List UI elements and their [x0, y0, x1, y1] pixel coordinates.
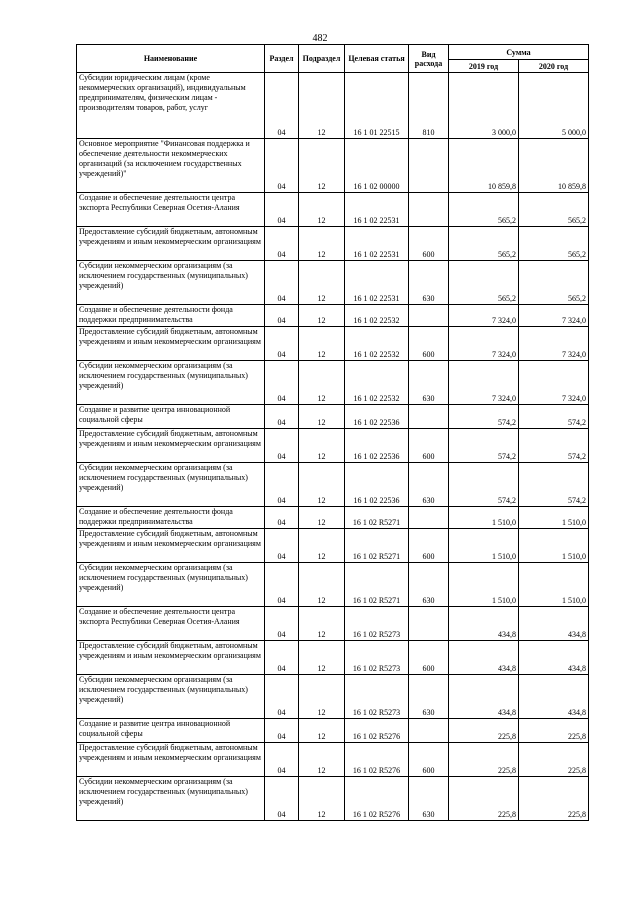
cell-y2019: 7 324,0	[449, 327, 519, 361]
header-2020: 2020 год	[519, 60, 589, 73]
cell-name: Субсидии некоммерческим организациям (за исключением государственных (муниципальных) учреждений)	[77, 563, 265, 607]
table-row	[77, 261, 589, 305]
cell-type: 630	[409, 361, 449, 405]
table-row	[77, 743, 589, 777]
cell-y2019: 565,2	[449, 227, 519, 261]
cell-y2019: 225,8	[449, 719, 519, 743]
cell-target: 16 1 02 22531	[345, 193, 409, 227]
cell-name: Создание и обеспечение деятельности фонда поддержки предпринимательства	[77, 507, 265, 529]
cell-section: 04	[265, 719, 299, 743]
cell-target: 16 1 02 R5273	[345, 607, 409, 641]
table-row	[77, 529, 589, 563]
table-row	[77, 675, 589, 719]
cell-y2020: 1 510,0	[519, 507, 589, 529]
table-row	[77, 139, 589, 193]
cell-subsection: 12	[299, 193, 345, 227]
page-number: 482	[312, 33, 328, 44]
cell-name: Создание и развитие центра инновационной социальной сферы	[77, 719, 265, 743]
cell-name: Предоставление субсидий бюджетным, автономным учреждениям и иным некоммерческим организациям	[77, 641, 265, 675]
cell-y2020: 7 324,0	[519, 305, 589, 327]
cell-target: 16 1 02 22536	[345, 429, 409, 463]
cell-y2020: 574,2	[519, 463, 589, 507]
cell-target: 16 1 02 22532	[345, 361, 409, 405]
cell-type	[409, 607, 449, 641]
cell-y2019: 3 000,0	[449, 73, 519, 139]
cell-y2020: 5 000,0	[519, 73, 589, 139]
cell-y2019: 1 510,0	[449, 529, 519, 563]
cell-y2019: 574,2	[449, 429, 519, 463]
cell-type: 600	[409, 327, 449, 361]
cell-name: Создание и обеспечение деятельности центра экспорта Республики Северная Осетия-Алания	[77, 193, 265, 227]
cell-subsection: 12	[299, 305, 345, 327]
cell-target: 16 1 02 R5276	[345, 719, 409, 743]
cell-target: 16 1 02 22531	[345, 261, 409, 305]
cell-subsection: 12	[299, 675, 345, 719]
cell-subsection: 12	[299, 429, 345, 463]
cell-y2019: 225,8	[449, 743, 519, 777]
header-2019: 2019 год	[449, 60, 519, 73]
cell-target: 16 1 02 22532	[345, 305, 409, 327]
header-subsection: Подраздел	[299, 45, 345, 73]
table-row	[77, 563, 589, 607]
cell-subsection: 12	[299, 529, 345, 563]
cell-y2020: 225,8	[519, 719, 589, 743]
header-row	[77, 45, 589, 60]
cell-subsection: 12	[299, 139, 345, 193]
cell-name: Предоставление субсидий бюджетным, автономным учреждениям и иным некоммерческим организациям	[77, 327, 265, 361]
cell-name: Предоставление субсидий бюджетным, автономным учреждениям и иным некоммерческим организациям	[77, 529, 265, 563]
cell-section: 04	[265, 305, 299, 327]
cell-name: Создание и развитие центра инновационной социальной сферы	[77, 405, 265, 429]
cell-type: 600	[409, 429, 449, 463]
cell-y2019: 565,2	[449, 193, 519, 227]
cell-section: 04	[265, 361, 299, 405]
cell-type: 810	[409, 73, 449, 139]
cell-subsection: 12	[299, 361, 345, 405]
table-row	[77, 361, 589, 405]
cell-name: Субсидии некоммерческим организациям (за исключением государственных (муниципальных) учреждений)	[77, 463, 265, 507]
cell-section: 04	[265, 507, 299, 529]
header-name: Наименование	[77, 45, 265, 73]
cell-section: 04	[265, 743, 299, 777]
cell-y2019: 225,8	[449, 777, 519, 821]
cell-subsection: 12	[299, 463, 345, 507]
cell-target: 16 1 02 R5271	[345, 529, 409, 563]
cell-section: 04	[265, 641, 299, 675]
cell-y2020: 434,8	[519, 641, 589, 675]
cell-subsection: 12	[299, 743, 345, 777]
cell-subsection: 12	[299, 507, 345, 529]
cell-target: 16 1 02 R5271	[345, 507, 409, 529]
cell-section: 04	[265, 227, 299, 261]
table-row	[77, 227, 589, 261]
table-row	[77, 777, 589, 821]
table-row	[77, 327, 589, 361]
cell-target: 16 1 02 22531	[345, 227, 409, 261]
cell-y2019: 7 324,0	[449, 305, 519, 327]
header-type: Вид расхода	[409, 45, 449, 73]
cell-section: 04	[265, 463, 299, 507]
cell-name: Предоставление субсидий бюджетным, автономным учреждениям и иным некоммерческим организациям	[77, 429, 265, 463]
cell-type: 630	[409, 777, 449, 821]
cell-y2019: 1 510,0	[449, 563, 519, 607]
header-sum: Сумма	[449, 45, 589, 60]
cell-type	[409, 305, 449, 327]
cell-name: Предоставление субсидий бюджетным, автономным учреждениям и иным некоммерческим организациям	[77, 227, 265, 261]
cell-y2020: 574,2	[519, 405, 589, 429]
cell-y2020: 7 324,0	[519, 327, 589, 361]
cell-subsection: 12	[299, 641, 345, 675]
table-row	[77, 507, 589, 529]
table-row	[77, 607, 589, 641]
cell-target: 16 1 02 R5273	[345, 675, 409, 719]
cell-type: 630	[409, 261, 449, 305]
budget-table	[76, 44, 589, 821]
cell-type	[409, 193, 449, 227]
cell-y2020: 574,2	[519, 429, 589, 463]
cell-y2019: 434,8	[449, 607, 519, 641]
cell-type: 600	[409, 529, 449, 563]
cell-y2020: 565,2	[519, 227, 589, 261]
cell-target: 16 1 02 00000	[345, 139, 409, 193]
cell-name: Субсидии некоммерческим организациям (за исключением государственных (муниципальных) учреждений)	[77, 777, 265, 821]
cell-type: 630	[409, 563, 449, 607]
cell-y2020: 1 510,0	[519, 563, 589, 607]
cell-type: 600	[409, 227, 449, 261]
cell-type	[409, 405, 449, 429]
table-row	[77, 193, 589, 227]
cell-section: 04	[265, 607, 299, 641]
cell-subsection: 12	[299, 227, 345, 261]
cell-y2020: 434,8	[519, 675, 589, 719]
cell-target: 16 1 02 22536	[345, 405, 409, 429]
cell-type: 630	[409, 675, 449, 719]
cell-y2019: 434,8	[449, 641, 519, 675]
table-row	[77, 719, 589, 743]
cell-type	[409, 139, 449, 193]
cell-y2020: 1 510,0	[519, 529, 589, 563]
cell-y2020: 565,2	[519, 193, 589, 227]
cell-type	[409, 507, 449, 529]
cell-y2020: 225,8	[519, 743, 589, 777]
cell-target: 16 1 02 22532	[345, 327, 409, 361]
cell-name: Создание и обеспечение деятельности фонда поддержки предпринимательства	[77, 305, 265, 327]
cell-name: Субсидии некоммерческим организациям (за исключением государственных (муниципальных) учреждений)	[77, 361, 265, 405]
cell-y2019: 434,8	[449, 675, 519, 719]
cell-y2019: 7 324,0	[449, 361, 519, 405]
cell-target: 16 1 02 22536	[345, 463, 409, 507]
cell-y2020: 7 324,0	[519, 361, 589, 405]
cell-section: 04	[265, 675, 299, 719]
cell-subsection: 12	[299, 405, 345, 429]
cell-subsection: 12	[299, 261, 345, 305]
cell-y2020: 565,2	[519, 261, 589, 305]
cell-section: 04	[265, 73, 299, 139]
cell-section: 04	[265, 429, 299, 463]
cell-name: Создание и обеспечение деятельности центра экспорта Республики Северная Осетия-Алания	[77, 607, 265, 641]
cell-y2019: 574,2	[449, 405, 519, 429]
table-row	[77, 641, 589, 675]
table-row	[77, 305, 589, 327]
cell-type: 600	[409, 641, 449, 675]
cell-y2019: 10 859,8	[449, 139, 519, 193]
cell-section: 04	[265, 777, 299, 821]
cell-name: Предоставление субсидий бюджетным, автономным учреждениям и иным некоммерческим организациям	[77, 743, 265, 777]
cell-name: Субсидии юридическим лицам (кроме некоммерческих организаций), индивидуальным предпринимателям, физическим лицам - производителям товаров, работ, услуг	[77, 73, 265, 139]
cell-y2020: 434,8	[519, 607, 589, 641]
cell-subsection: 12	[299, 327, 345, 361]
cell-type	[409, 719, 449, 743]
cell-y2019: 574,2	[449, 463, 519, 507]
cell-subsection: 12	[299, 777, 345, 821]
cell-section: 04	[265, 405, 299, 429]
table-row	[77, 405, 589, 429]
cell-y2020: 10 859,8	[519, 139, 589, 193]
table-row	[77, 429, 589, 463]
cell-section: 04	[265, 563, 299, 607]
cell-subsection: 12	[299, 607, 345, 641]
cell-section: 04	[265, 529, 299, 563]
cell-subsection: 12	[299, 563, 345, 607]
cell-section: 04	[265, 193, 299, 227]
cell-section: 04	[265, 139, 299, 193]
cell-name: Субсидии некоммерческим организациям (за исключением государственных (муниципальных) учреждений)	[77, 261, 265, 305]
cell-target: 16 1 02 R5273	[345, 641, 409, 675]
cell-name: Субсидии некоммерческим организациям (за исключением государственных (муниципальных) учреждений)	[77, 675, 265, 719]
cell-name: Основное мероприятие "Финансовая поддержка и обеспечение деятельности некоммерческих организаций (за исключением государственных учреждений)"	[77, 139, 265, 193]
cell-y2019: 565,2	[449, 261, 519, 305]
cell-section: 04	[265, 261, 299, 305]
table-row	[77, 73, 589, 139]
cell-type: 600	[409, 743, 449, 777]
cell-type: 630	[409, 463, 449, 507]
cell-target: 16 1 01 22515	[345, 73, 409, 139]
header-section: Раздел	[265, 45, 299, 73]
cell-y2020: 225,8	[519, 777, 589, 821]
cell-target: 16 1 02 R5271	[345, 563, 409, 607]
header-target: Целевая статья	[345, 45, 409, 73]
cell-subsection: 12	[299, 719, 345, 743]
table-row	[77, 463, 589, 507]
cell-section: 04	[265, 327, 299, 361]
cell-subsection: 12	[299, 73, 345, 139]
cell-y2019: 1 510,0	[449, 507, 519, 529]
cell-target: 16 1 02 R5276	[345, 743, 409, 777]
cell-target: 16 1 02 R5276	[345, 777, 409, 821]
